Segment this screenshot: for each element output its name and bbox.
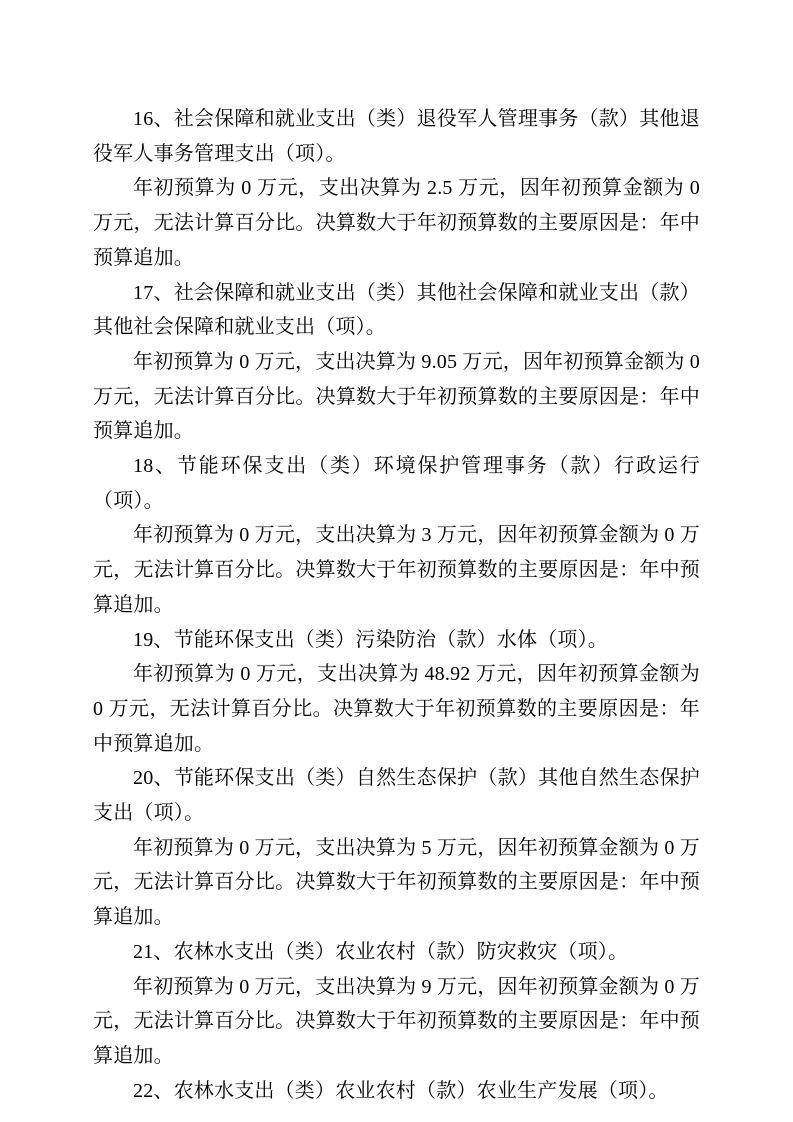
budget-item-explanation: 年初预算为 0 万元，支出决算为 2.5 万元，因年初预算金额为 0 万元，无法计算百分比。决算数大于年初预算数的主要原因是：年中预算追加。	[93, 177, 700, 269]
budget-item-explanation: 年初预算为 0 万元，支出决算为 5 万元，因年初预算金额为 0 万元，无法计算百分比。决算数大于年初预算数的主要原因是：年中预算追加。	[93, 836, 700, 929]
budget-item-explanation: 年初预算为 0 万元，支出决算为 9.05 万元，因年初预算金额为 0 万元，无法计算百分比。决算数大于年初预算数的主要原因是：年中预算追加。	[93, 350, 700, 443]
budget-item-explanation: 年初预算为 0 万元，支出决算为 3 万元，因年初预算金额为 0 万元，无法计算百分比。决算数大于年初预算数的主要原因是：年中预算追加。	[93, 524, 700, 616]
budget-item-title: 16、社会保障和就业支出（类）退役军人管理事务（款）其他退役军人事务管理支出（项）。	[93, 108, 700, 165]
budget-item-19	[93, 623, 700, 762]
budget-item-title: 19、节能环保支出（类）污染防治（款）水体（项）。	[133, 628, 608, 651]
budget-item-21	[93, 935, 700, 1074]
budget-item-title: 17、社会保障和就业支出（类）其他社会保障和就业支出（款）其他社会保障和就业支出（项）。	[93, 281, 700, 339]
budget-item-title: 21、农林水支出（类）农业农村（款）防灾救灾（项）。	[133, 940, 629, 963]
budget-item-16	[93, 102, 700, 276]
budget-item-title: 20、节能环保支出（类）自然生态保护（款）其他自然生态保护支出（项）。	[93, 767, 700, 825]
budget-item-title: 18、节能环保支出（类）环境保护管理事务（款）行政运行（项）。	[93, 455, 700, 512]
budget-item-explanation: 年初预算为 0 万元，支出决算为 48.92 万元，因年初预算金额为 0 万元，无法计算百分比。决算数大于年初预算数的主要原因是：年中预算追加。	[93, 663, 700, 755]
document-body-text	[93, 102, 700, 1108]
budget-item-explanation: 年初预算为 0 万元，支出决算为 9 万元，因年初预算金额为 0 万元，无法计算百分比。决算数大于年初预算数的主要原因是：年中预算追加。	[93, 975, 700, 1067]
budget-item-17	[93, 276, 700, 450]
budget-item-18	[93, 449, 700, 623]
budget-item-title: 22、农林水支出（类）农业农村（款）农业生产发展（项）。	[133, 1079, 669, 1102]
budget-item-20	[93, 761, 700, 935]
budget-item-22	[93, 1074, 700, 1109]
